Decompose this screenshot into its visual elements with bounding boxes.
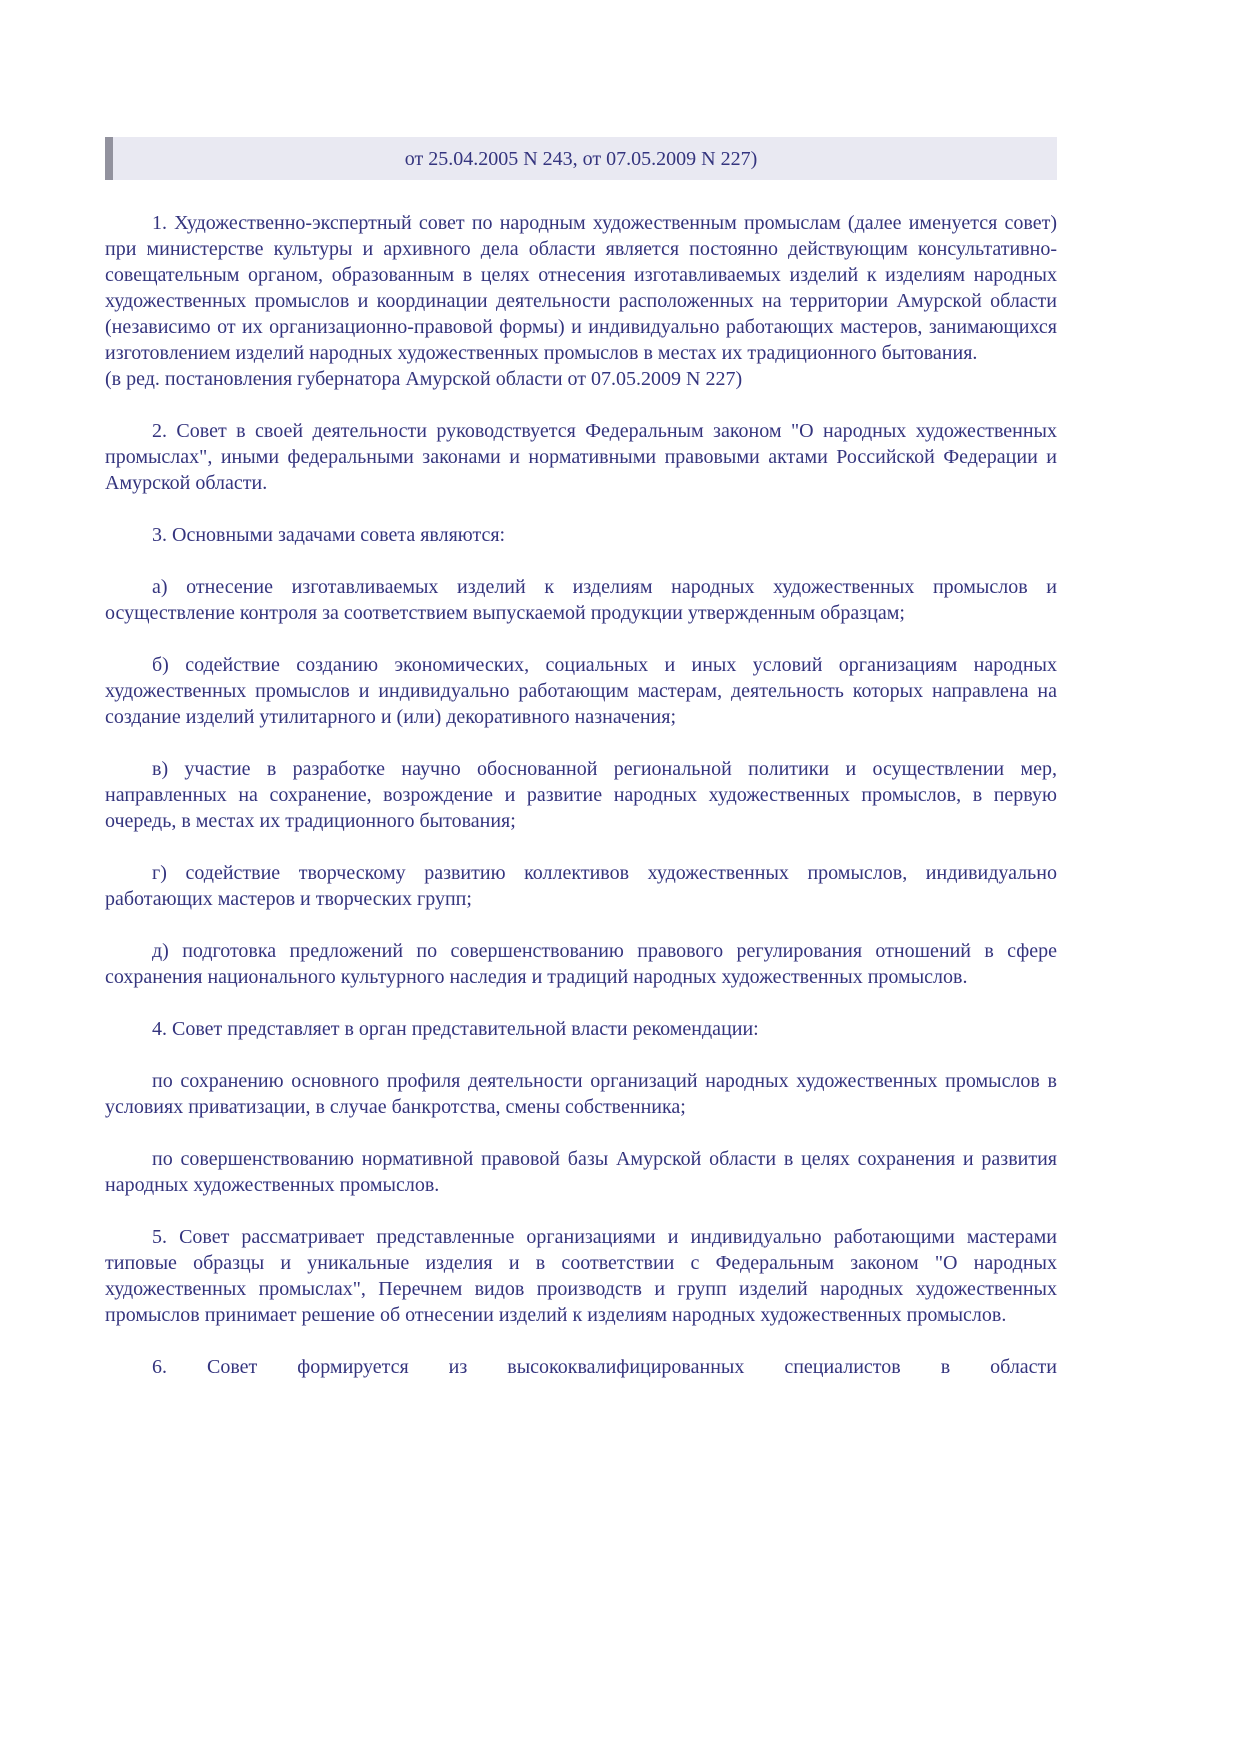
paragraph-6-truncated: 6. Совет формируется из высококвалифицированных специалистов в области	[152, 1356, 1057, 1378]
list-item-b: б) содействие созданию экономических, социальных и иных условий организациям народных художественных промыслов и индивидуально работающим мастерам, деятельность которых направлена на создание изделий утилитарного и (или) декоративного назначения;	[105, 654, 1057, 728]
amendments-header: от 25.04.2005 N 243, от 07.05.2009 N 227)	[105, 137, 1057, 180]
paragraph-4-sub-1: по сохранению основного профиля деятельности организаций народных художественных промыслов в условиях приватизации, в случае банкротства, смены собственника;	[105, 1070, 1057, 1118]
list-item-g: г) содействие творческому развитию коллективов художественных промыслов, индивидуально работающих мастеров и творческих групп;	[105, 862, 1057, 910]
document-content	[105, 137, 1057, 1380]
amendment-note: (в ред. постановления губернатора Амурской области от 07.05.2009 N 227)	[105, 368, 743, 390]
list-item-a: а) отнесение изготавливаемых изделий к изделиям народных художественных промыслов и осуществление контроля за соответствием выпускаемой продукции утвержденным образцам;	[105, 576, 1057, 624]
list-item-d: д) подготовка предложений по совершенствованию правового регулирования отношений в сфере сохранения национального культурного наследия и традиций народных художественных промыслов.	[105, 940, 1057, 988]
paragraph-5: 5. Совет рассматривает представленные организациями и индивидуально работающими мастерами типовые образцы и уникальные изделия и в соответствии с Федеральным законом "О народных художественных промыслах", Перечнем видов производств и групп изделий народных художественных промыслов принимает решение об отнесении изделий к изделиям народных художественных промыслов.	[105, 1226, 1057, 1326]
paragraph-4: 4. Совет представляет в орган представительной власти рекомендации:	[152, 1018, 759, 1040]
paragraph-4-sub-2: по совершенствованию нормативной правовой базы Амурской области в целях сохранения и развития народных художественных промыслов.	[105, 1148, 1057, 1196]
paragraph-3: 3. Основными задачами совета являются:	[152, 524, 506, 546]
list-item-v: в) участие в разработке научно обоснованной региональной политики и осуществлении мер, направленных на сохранение, возрождение и развитие народных художественных промыслов, в первую очередь, в местах их традиционного бытования;	[105, 758, 1057, 832]
paragraph-1: 1. Художественно-экспертный совет по народным художественным промыслам (далее именуется совет) при министерстве культуры и архивного дела области является постоянно действующим консультативно-совещательным органом, образованным в целях отнесения изготавливаемых изделий к изделиям народных художественных промыслов и координации деятельности расположенных на территории Амурской области (независимо от их организационно-правовой формы) и индивидуально работающих мастеров, занимающихся изготовлением изделий народных художественных промыслов в местах их традиционного бытования.	[105, 212, 1057, 364]
paragraph-2: 2. Совет в своей деятельности руководствуется Федеральным законом "О народных художественных промыслах", иными федеральными законами и нормативными правовыми актами Российской Федерации и Амурской области.	[105, 420, 1057, 494]
